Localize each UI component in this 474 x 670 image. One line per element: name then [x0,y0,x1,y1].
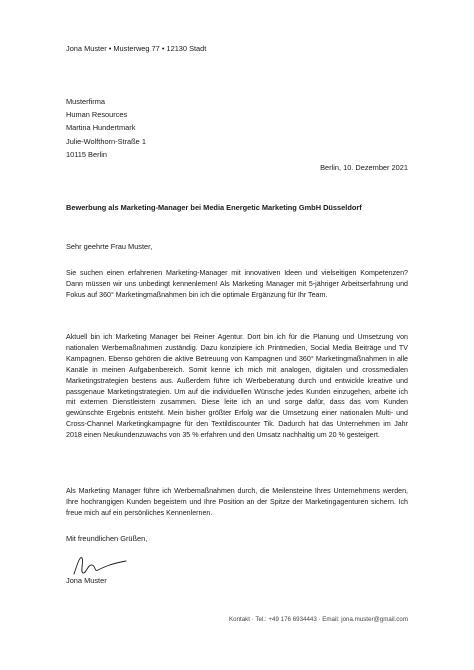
body-paragraph: Sie suchen einen erfahrenen Marketing-Manager mit innovativen Ideen und vielseitigen Kompetenzen? Dann müssen wir uns unbedingt kennenlernen! Als Marketing Manager mit 5-jähriger Arbeitserfahrung und Fokus auf 360° Marketingmaßnahmen bin ich die optimale Ergänzung für Ihr Team. [66,269,408,299]
recipient-city: 10115 Berlin [66,149,107,159]
body-paragraph: Aktuell bin ich Marketing Manager bei Reiner Agentur. Dort bin ich für die Planung und Umsetzung von nationalen Werbemaßnahmen zuständig. Dazu konzipiere ich Printmedien, Social Media Beiträge und TV Kampagnen. Ebenso gehören die aktive Betreuung von Kampagnen und 360° Marketingmaßnahmen in alle Kanäle in meinen Aufgabenbereich. Somit kenne ich mich mit analogen, digitalen und crossmedialen Marketingstrategien bestens aus. Außerdem führe ich Werbeberatung durch und entwickle kreative und passgenaue Marketingstrategien. Um auf die individuellen Wünsche jedes Kunden einzugehen, arbeite ich mit externen Dienstleistern zusammen. Diese leite ich an und sorge dafür, dass das vom Kunden gewünschte Ergebnis entsteht. Mein bisher größter Erfolg war die Umsetzung einer nationalen Multi- und Cross-Channel Marketingkampagne für den Textildiscounter Tik. Dadurch hat das Unternehmen im Jahr 2018 einen Neukundenzuwachs von 35 % erfahren und den Umsatz nachhaltig um 20 % gesteigert. [66,333,408,440]
sender-address-line: Jona Muster • Musterweg 77 • 12130 Stadt [66,44,207,53]
recipient-company: Musterfirma [66,97,106,106]
letter-date: Berlin, 10. Dezember 2021 [320,163,408,172]
letter-subject: Bewerbung als Marketing-Manager bei Media Energetic Marketing GmbH Düsseldorf [66,203,362,212]
footer-contact: Kontakt · Tel.: +49 176 6934443 · Email: jona.muster@gmail.com [229,616,408,623]
recipient-street: Julie-Wolfthorn-Straße 1 [66,136,146,146]
signature-name: Jona Muster [66,576,107,585]
handwritten-signature [70,552,130,578]
closing-phrase: Mit freundlichen Grüßen, [66,534,148,543]
recipient-address-block [66,95,146,161]
recipient-department: Human Resources [66,110,128,120]
salutation: Sehr geehrte Frau Muster, [66,242,153,251]
recipient-person: Martina Hundertmark [66,123,136,133]
body-paragraph: Als Marketing Manager führe ich Werbemaßnahmen durch, die Meilensteine Ihres Unternehmens werden, Ihre hochrangigen Kunden begeistern und Ihre Position an der Spitze der Marketingagenturen sichern. Ich freue mich auf ein persönliches Kennenlernen. [66,487,408,517]
